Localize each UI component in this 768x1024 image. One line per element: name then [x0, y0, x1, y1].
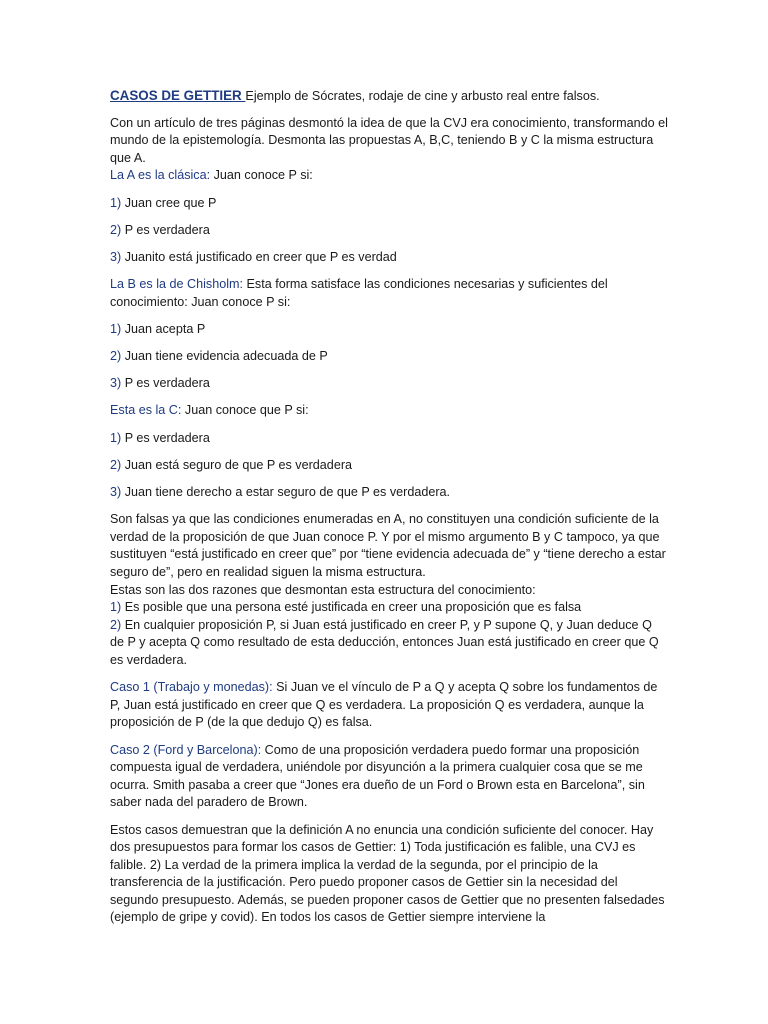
list-number: 3) — [110, 376, 122, 391]
list-item — [110, 222, 668, 240]
intro-paragraph: Con un artículo de tres páginas desmontó la idea de que la CVJ era conocimiento, transformando el mundo de la epistemología. Desmonta las propuestas A, B,C, teniendo B y C la misma estructura que A. — [110, 115, 668, 165]
caso-2-text: Como de una proposición verdadera puedo formar una proposición compuesta igual de verdadera, uniéndole por disyunción a la primera cualquier cosa que se me ocurra. Smith pasaba a creer que “Jones era dueño de un Ford o Brown esta en Barcelona”, sin saber nada del paradero de Brown. — [110, 742, 645, 810]
list-text: P es verdadera — [121, 222, 210, 237]
list-text: P es verdadera — [121, 430, 210, 445]
list-number: 3) — [110, 485, 122, 500]
list-item — [110, 348, 668, 366]
document-title: CASOS DE GETTIER — [110, 88, 246, 103]
list-number: 2) — [110, 457, 122, 472]
list-text: Juan tiene evidencia adecuada de P — [121, 349, 328, 364]
list-item — [110, 375, 668, 393]
list-item — [110, 484, 668, 502]
section-b-heading — [110, 276, 668, 311]
list-text: Juan acepta P — [121, 321, 206, 336]
list-text: En cualquier proposición P, si Juan está justificado en creer P, y P supone Q, y Juan deduce Q de P y acepta Q como resultado de esta deducción, entonces Juan está justificado en creer que Q es verdadera. — [110, 617, 659, 667]
list-item — [110, 599, 668, 617]
list-number: 2) — [110, 349, 122, 364]
section-b-label: La B es la de Chisholm: — [110, 277, 244, 292]
section-c-text: Juan conoce que P si: — [181, 403, 309, 418]
list-number: 3) — [110, 249, 122, 264]
caso-1-text: Si Juan ve el vínculo de P a Q y acepta Q sobre los fundamentos de P, Juan está justificado en creer que Q es verdadera. La proposición Q es verdadera, aunque la proposición de P (de la que dedujo Q) es falsa. — [110, 680, 658, 730]
list-item — [110, 617, 668, 670]
list-number: 1) — [110, 600, 122, 615]
conclusion-paragraph: Estos casos demuestran que la definición A no enuncia una condición suficiente del conocer. Hay dos presupuestos para formar los casos de Gettier: 1) Toda justificación es falible, una CVJ es falible. 2) La verdad de la primera implica la verdad de la segunda, por el principio de la transferencia de la justificación. Pero puedo proponer casos de Gettier sin la necesidad del segundo presupuesto. Además, se pueden proponer casos de Gettier que no presenten falsedades (ejemplo de gripe y covid). En todos los casos de Gettier siempre interviene la — [110, 822, 665, 925]
list-item — [110, 457, 668, 475]
caso-1-paragraph — [110, 679, 668, 732]
razones-line: Estas son las dos razones que desmontan esta estructura del conocimiento: — [110, 582, 536, 597]
list-text: Juan está seguro de que P es verdadera — [121, 457, 353, 472]
section-c-label: Esta es la C: — [110, 403, 182, 418]
list-item — [110, 195, 668, 213]
list-number: 2) — [110, 222, 122, 237]
caso-1-label: Caso 1 (Trabajo y monedas): — [110, 680, 273, 695]
section-a-label: La A es la clásica: — [110, 168, 211, 183]
list-text: Juan tiene derecho a estar seguro de que P es verdadera. — [121, 485, 451, 500]
caso-2-paragraph — [110, 742, 668, 812]
caso-2-label: Caso 2 (Ford y Barcelona): — [110, 742, 262, 757]
document-subtitle: Ejemplo de Sócrates, rodaje de cine y arbusto real entre falsos. — [245, 89, 600, 103]
list-number: 1) — [110, 430, 122, 445]
title-line — [110, 87, 668, 106]
list-number: 1) — [110, 195, 122, 210]
list-text: Es posible que una persona esté justificada en creer una proposición que es falsa — [121, 600, 582, 615]
list-item — [110, 430, 668, 448]
list-text: Juan cree que P — [121, 195, 217, 210]
section-a-heading — [110, 167, 668, 185]
falsas-paragraph: Son falsas ya que las condiciones enumeradas en A, no constituyen una condición suficiente de la verdad de la proposición de que Juan conoce P. Y por el mismo argumento B y C tampoco, ya que sustituyen “está justificado en creer que” por “tiene evidencia adecuada de” y “tiene derecho a estar seguro de”, pero en realidad siguen la misma estructura. — [110, 512, 666, 579]
list-text: Juanito está justificado en creer que P es verdad — [121, 249, 397, 264]
section-a-text: Juan conoce P si: — [210, 168, 313, 183]
list-number: 2) — [110, 617, 122, 632]
section-b-text: Esta forma satisface las condiciones necesarias y suficientes del conocimiento: Juan conoce P si: — [110, 277, 608, 309]
section-c-heading — [110, 402, 668, 420]
list-number: 1) — [110, 321, 122, 336]
list-text: P es verdadera — [121, 376, 210, 391]
list-item — [110, 249, 668, 267]
list-item — [110, 321, 668, 339]
